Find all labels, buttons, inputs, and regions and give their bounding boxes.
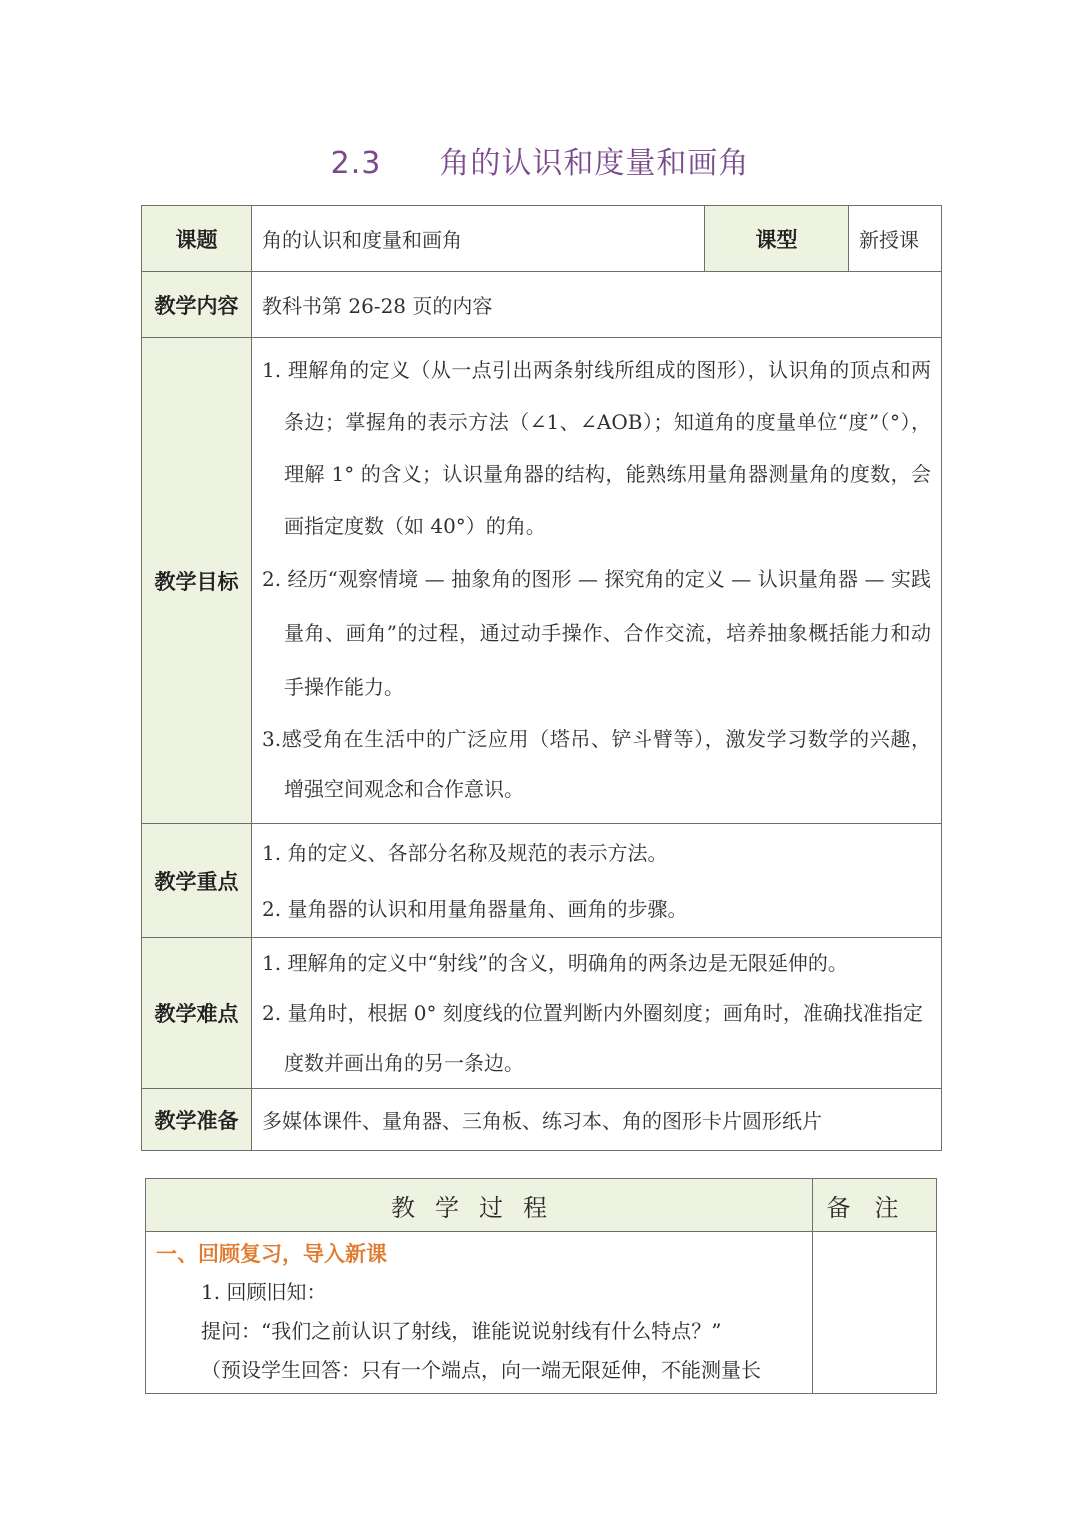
content-value: 教科书第 26-28 页的内容 (252, 272, 942, 338)
prep-label: 教学准备 (142, 1089, 252, 1151)
key-row (142, 824, 942, 938)
goal-item: 2. 经历“观察情境 — 抽象角的图形 — 探究角的定义 — 认识量角器 — 实践量角、画角”的过程，通过动手操作、合作交流，培养抽象概括能力和动手操作能力。 (262, 567, 931, 699)
notes-cell (813, 1232, 937, 1394)
topic-label: 课题 (142, 206, 252, 272)
key-cell (252, 824, 942, 938)
difficulty-cell (252, 938, 942, 1089)
goals-cell (252, 338, 942, 824)
teaching-process-table (145, 1178, 937, 1394)
process-line: 1. 回顾旧知： (201, 1280, 327, 1304)
process-body (146, 1232, 813, 1394)
notes-header: 备注 (813, 1179, 937, 1232)
difficulty-row (142, 938, 942, 1089)
key-point: 1. 角的定义、各部分名称及规范的表示方法。 (262, 840, 668, 865)
topic-row (142, 206, 942, 272)
section-number: 2.3 (330, 146, 382, 181)
prep-row (142, 1089, 942, 1151)
prep-value: 多媒体课件、量角器、三角板、练习本、角的图形卡片圆形纸片 (252, 1089, 942, 1151)
goal-item: 3.感受角在生活中的广泛应用（塔吊、铲斗臂等），激发学习数学的兴趣，增强空间观念和合作意识。 (262, 727, 931, 801)
process-header: 教学过程 (146, 1179, 813, 1232)
difficulty-item: 1. 理解角的定义中“射线”的含义，明确角的两条边是无限延伸的。 (262, 951, 848, 975)
key-label: 教学重点 (142, 824, 252, 938)
topic-value: 角的认识和度量和画角 (252, 206, 705, 272)
goals-row (142, 338, 942, 824)
goals-label: 教学目标 (142, 338, 252, 824)
process-line: 提问：“我们之前认识了射线，谁能说说射线有什么特点？” (201, 1319, 722, 1343)
content-label: 教学内容 (142, 272, 252, 338)
content-row (142, 272, 942, 338)
lesson-title: 角的认识和度量和画角 (439, 146, 750, 181)
type-label: 课型 (705, 206, 849, 272)
type-value: 新授课 (849, 206, 942, 272)
difficulty-item: 2. 量角时，根据 0° 刻度线的位置判断内外圈刻度；画角时，准确找准指定度数并画出角的另一条边。 (262, 1001, 923, 1075)
page-title (0, 138, 1080, 182)
process-header-row (146, 1179, 937, 1232)
goal-item: 1. 理解角的定义（从一点引出两条射线所组成的图形），认识角的顶点和两条边；掌握角的表示方法（∠1、∠AOB）；知道角的度量单位“度”（°），理解 1° 的含义；认识量角器的结构，能熟练用量角器测量角的度数，会画指定度数（如 40°）的角。 (262, 358, 931, 538)
process-body-row (146, 1232, 937, 1394)
difficulty-label: 教学难点 (142, 938, 252, 1089)
section-heading: 一、回顾复习，导入新课 (156, 1242, 387, 1266)
process-line: （预设学生回答：只有一个端点，向一端无限延伸，不能测量长 (201, 1358, 761, 1382)
key-point: 2. 量角器的认识和用量角器量角、画角的步骤。 (262, 896, 688, 921)
lesson-info-table (141, 205, 942, 1151)
